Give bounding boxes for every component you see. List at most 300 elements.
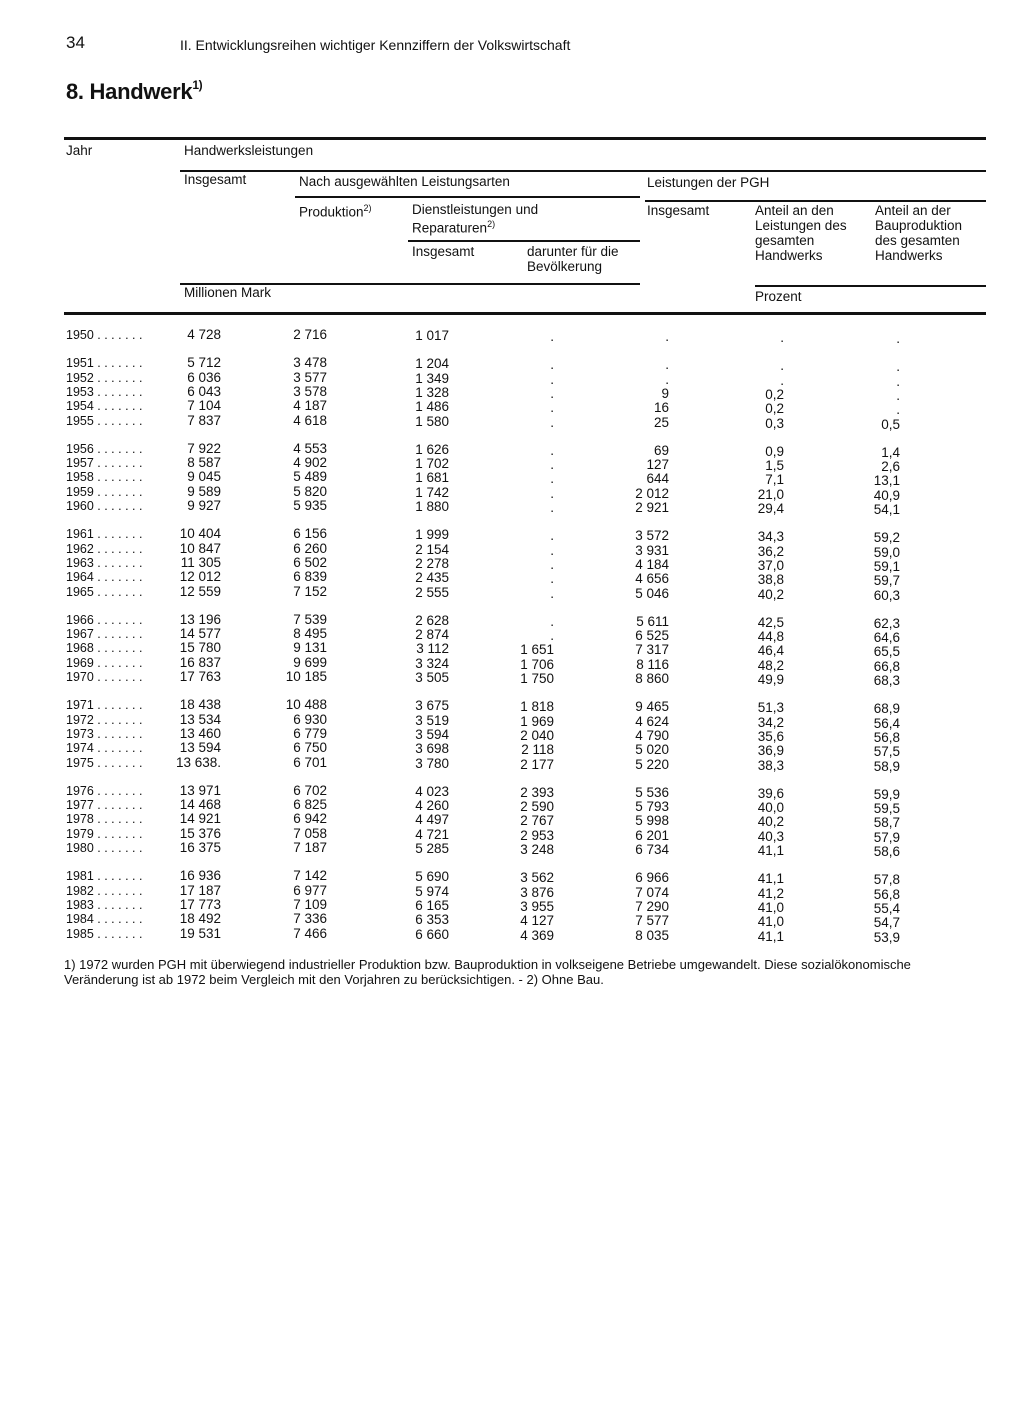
cell-anteil-bauproduktion: 59,0 xyxy=(873,544,900,560)
cell-jahr: 1963 . . . . . . . xyxy=(66,555,143,570)
cell-darunter-bevoelkerung: 2 590 xyxy=(520,799,554,815)
cell-produktion: 9 131 xyxy=(293,640,327,656)
cell-pgh-insgesamt: 5 611 xyxy=(636,613,669,629)
cell-produktion: 7 142 xyxy=(293,868,327,884)
cell-jahr: 1959 . . . . . . . xyxy=(66,484,143,499)
cell-anteil-leistungen: 41,0 xyxy=(757,914,784,930)
cell-produktion: 3 577 xyxy=(293,369,327,385)
cell-produktion: 6 502 xyxy=(293,554,327,570)
cell-insgesamt: 13 196 xyxy=(179,611,221,627)
cell-dienstleistungen: 3 324 xyxy=(415,655,449,671)
cell-anteil-leistungen: 38,8 xyxy=(757,572,784,588)
rule-under-leistungsarten xyxy=(295,196,640,198)
cell-anteil-bauproduktion: 57,9 xyxy=(873,829,900,845)
cell-anteil-leistungen: 40,2 xyxy=(757,814,784,830)
cell-insgesamt: 10 847 xyxy=(179,540,221,556)
cell-anteil-bauproduktion: 66,8 xyxy=(873,658,900,674)
cell-darunter-bevoelkerung: 3 562 xyxy=(520,870,554,886)
cell-insgesamt: 9 045 xyxy=(187,469,221,485)
cell-jahr: 1954 . . . . . . . xyxy=(66,399,143,414)
cell-anteil-leistungen: 41,2 xyxy=(757,885,784,901)
cell-jahr: 1979 . . . . . . . xyxy=(66,826,143,841)
cell-pgh-insgesamt: 6 966 xyxy=(635,870,669,886)
cell-anteil-leistungen: 41,1 xyxy=(757,843,784,858)
cell-anteil-leistungen: 1,5 xyxy=(765,458,784,474)
footnote: 1) 1972 wurden PGH mit überwiegend industrieller Produktion bzw. Bauproduktion in volkseigene Betriebe umgewandelt. Diese sozialökonomische Veränderung ist ab 1972 beim Vergleich mit den Vorjahren zu berücksichtigen. - 2) Ohne Bau. xyxy=(64,957,911,987)
cell-anteil-leistungen: 34,2 xyxy=(757,714,784,730)
cell-produktion: 4 553 xyxy=(293,440,327,456)
cell-anteil-leistungen: 51,3 xyxy=(757,700,784,716)
cell-darunter-bevoelkerung: 3 876 xyxy=(520,884,554,900)
header-darunter-line2: Bevölkerung xyxy=(527,259,603,274)
rule-under-dienstleistungen xyxy=(408,240,640,242)
cell-anteil-bauproduktion: 53,9 xyxy=(873,929,900,945)
cell-insgesamt: 14 921 xyxy=(179,811,221,827)
cell-dienstleistungen: 2 628 xyxy=(415,612,449,628)
cell-produktion: 3 578 xyxy=(293,383,327,399)
rule-unit-prozent xyxy=(755,285,986,287)
cell-anteil-bauproduktion: 54,7 xyxy=(873,915,900,931)
cell-darunter-bevoelkerung: . xyxy=(550,528,554,544)
cell-anteil-bauproduktion: . xyxy=(896,359,900,375)
cell-produktion: 6 839 xyxy=(293,569,327,585)
cell-anteil-leistungen: 7,1 xyxy=(765,472,784,488)
cell-anteil-bauproduktion: 58,9 xyxy=(873,758,900,774)
cell-darunter-bevoelkerung: . xyxy=(550,556,554,572)
cell-produktion: 6 779 xyxy=(293,725,327,741)
cell-darunter-bevoelkerung: 1 969 xyxy=(520,713,554,729)
cell-produktion: 6 750 xyxy=(293,740,327,756)
cell-anteil-bauproduktion: 2,6 xyxy=(881,459,900,475)
cell-darunter-bevoelkerung: . xyxy=(550,628,554,644)
cell-dienstleistungen: 1 486 xyxy=(415,399,449,415)
cell-produktion: 7 539 xyxy=(293,611,327,627)
cell-jahr: 1982 . . . . . . . xyxy=(66,883,143,898)
cell-darunter-bevoelkerung: 4 369 xyxy=(520,927,554,943)
cell-jahr: 1955 . . . . . . . xyxy=(66,413,143,428)
cell-darunter-bevoelkerung: 2 767 xyxy=(520,813,554,829)
cell-dienstleistungen: 6 165 xyxy=(415,897,449,913)
header-anteil-bau-line2: Bauproduktion xyxy=(875,218,963,233)
cell-pgh-insgesamt: 5 046 xyxy=(635,585,669,601)
page-number: 34 xyxy=(66,33,85,52)
cell-anteil-leistungen: 41,0 xyxy=(757,899,784,915)
cell-produktion: 4 618 xyxy=(293,412,327,428)
cell-pgh-insgesamt: . xyxy=(665,357,669,373)
header-bottom-rule xyxy=(64,312,986,315)
cell-insgesamt: 16 837 xyxy=(179,654,221,670)
cell-dienstleistungen: 1 999 xyxy=(415,527,449,543)
cell-anteil-leistungen: 46,4 xyxy=(757,643,784,659)
cell-darunter-bevoelkerung: 2 040 xyxy=(520,727,554,743)
cell-jahr: 1965 . . . . . . . xyxy=(66,584,143,599)
cell-dienstleistungen: 1 580 xyxy=(415,413,449,429)
cell-anteil-bauproduktion: 58,7 xyxy=(873,815,900,831)
cell-anteil-bauproduktion: 54,1 xyxy=(873,502,900,517)
cell-insgesamt: 4 728 xyxy=(187,327,221,342)
cell-jahr: 1978 . . . . . . . xyxy=(66,812,143,827)
cell-anteil-leistungen: 0,2 xyxy=(765,401,784,417)
cell-dienstleistungen: 1 328 xyxy=(415,384,449,400)
cell-anteil-bauproduktion: 1,4 xyxy=(881,444,900,460)
cell-pgh-insgesamt: 6 201 xyxy=(635,827,669,843)
cell-anteil-bauproduktion: . xyxy=(896,387,900,403)
cell-dienstleistungen: 4 497 xyxy=(415,812,449,828)
cell-pgh-insgesamt: 4 790 xyxy=(635,727,669,743)
cell-jahr: 1966 . . . . . . . xyxy=(66,612,143,627)
cell-insgesamt: 17 187 xyxy=(179,882,221,898)
cell-jahr: 1977 . . . . . . . xyxy=(66,798,143,813)
cell-insgesamt: 7 104 xyxy=(187,398,221,414)
cell-insgesamt: 13 534 xyxy=(179,711,221,727)
cell-jahr: 1961 . . . . . . . xyxy=(66,527,143,542)
cell-dienstleistungen: 1 880 xyxy=(415,499,449,514)
cell-anteil-bauproduktion: 59,1 xyxy=(873,558,900,574)
cell-jahr: 1984 . . . . . . . xyxy=(66,912,143,927)
cell-anteil-bauproduktion: 57,5 xyxy=(873,744,900,760)
cell-pgh-insgesamt: 4 624 xyxy=(635,713,669,729)
header-nach-leistungsarten: Nach ausgewählten Leistungsarten xyxy=(299,174,510,189)
cell-insgesamt: 14 468 xyxy=(179,797,221,813)
cell-insgesamt: 16 375 xyxy=(179,840,221,855)
cell-darunter-bevoelkerung: 3 248 xyxy=(520,842,554,857)
cell-jahr: 1970 . . . . . . . xyxy=(66,670,143,684)
cell-jahr: 1956 . . . . . . . xyxy=(66,441,143,456)
title-footnote-marker: 1) xyxy=(192,77,203,92)
cell-jahr: 1969 . . . . . . . xyxy=(66,655,143,670)
cell-insgesamt: 8 587 xyxy=(187,455,221,471)
rule-under-pgh xyxy=(645,200,986,202)
header-dienstleistungen-line2-text: Reparaturen xyxy=(412,220,488,236)
cell-pgh-insgesamt: 4 656 xyxy=(635,571,669,587)
header-anteil-leistungen-line2: Leistungen des xyxy=(755,218,847,233)
cell-pgh-insgesamt: 3 931 xyxy=(635,542,669,558)
cell-insgesamt: 6 043 xyxy=(187,383,221,399)
cell-pgh-insgesamt: 2 921 xyxy=(635,500,669,515)
cell-dienstleistungen: 2 555 xyxy=(415,584,449,600)
cell-jahr: 1962 . . . . . . . xyxy=(66,541,143,556)
cell-dienstleistungen: 1 626 xyxy=(415,441,449,457)
cell-insgesamt: 14 577 xyxy=(179,626,221,642)
cell-darunter-bevoelkerung: 2 393 xyxy=(520,784,554,800)
cell-anteil-bauproduktion: 57,8 xyxy=(873,872,900,888)
rule-under-handwerksleistungen xyxy=(180,170,986,172)
cell-anteil-bauproduktion: . xyxy=(896,402,900,418)
cell-insgesamt: 18 438 xyxy=(179,697,221,713)
cell-anteil-leistungen: 36,9 xyxy=(757,743,784,759)
cell-dienstleistungen: 2 278 xyxy=(415,555,449,571)
header-pgh-insgesamt: Insgesamt xyxy=(647,203,710,218)
cell-pgh-insgesamt: 9 xyxy=(661,385,669,401)
cell-anteil-bauproduktion: . xyxy=(896,373,900,389)
cell-anteil-leistungen: 49,9 xyxy=(757,672,784,687)
cell-pgh-insgesamt: 5 220 xyxy=(635,756,669,772)
cell-insgesamt: 11 305 xyxy=(180,554,221,570)
cell-jahr: 1983 . . . . . . . xyxy=(66,897,143,912)
cell-jahr: 1968 . . . . . . . xyxy=(66,641,143,656)
header-darunter-line1: darunter für die xyxy=(527,244,619,259)
table-title-text: 8. Handwerk xyxy=(66,79,193,104)
cell-darunter-bevoelkerung: . xyxy=(550,485,554,501)
cell-produktion: 7 187 xyxy=(293,840,327,855)
header-insgesamt: Insgesamt xyxy=(184,172,247,187)
cell-insgesamt: 16 936 xyxy=(179,868,221,884)
cell-jahr: 1981 . . . . . . . xyxy=(66,869,143,884)
cell-produktion: 7 466 xyxy=(293,925,327,941)
cell-pgh-insgesamt: 8 116 xyxy=(636,656,669,672)
cell-darunter-bevoelkerung: 3 955 xyxy=(520,898,554,914)
cell-anteil-leistungen: 37,0 xyxy=(757,557,784,573)
cell-dienstleistungen: 6 353 xyxy=(415,912,449,928)
unit-prozent: Prozent xyxy=(755,289,802,304)
cell-anteil-leistungen: 0,2 xyxy=(765,386,784,402)
header-anteil-leistungen xyxy=(755,203,847,263)
cell-jahr: 1967 . . . . . . . xyxy=(66,627,143,642)
cell-anteil-leistungen: 40,2 xyxy=(757,586,784,602)
cell-jahr: 1975 . . . . . . . xyxy=(66,755,143,770)
cell-pgh-insgesamt: 7 290 xyxy=(635,898,669,914)
cell-insgesamt: 18 492 xyxy=(179,911,221,927)
cell-pgh-insgesamt: 3 572 xyxy=(635,528,669,544)
cell-anteil-bauproduktion: 0,5 xyxy=(881,416,900,432)
cell-produktion: 6 977 xyxy=(293,882,327,898)
cell-darunter-bevoelkerung: . xyxy=(550,613,554,629)
cell-dienstleistungen: 3 505 xyxy=(415,670,449,685)
running-head: II. Entwicklungsreihen wichtiger Kennziffern der Volkswirtschaft xyxy=(180,37,571,53)
cell-anteil-bauproduktion: 56,4 xyxy=(873,715,900,731)
cell-insgesamt: 13 594 xyxy=(179,740,221,756)
cell-darunter-bevoelkerung: . xyxy=(550,500,554,515)
cell-anteil-leistungen: 38,3 xyxy=(757,757,784,773)
cell-pgh-insgesamt: 127 xyxy=(646,457,669,473)
header-dl-insgesamt: Insgesamt xyxy=(412,244,475,259)
cell-insgesamt: 12 012 xyxy=(179,569,221,585)
dienstleistungen-footnote-marker: 2) xyxy=(487,219,496,229)
cell-dienstleistungen: 2 435 xyxy=(415,570,449,586)
cell-darunter-bevoelkerung: 1 750 xyxy=(520,671,554,686)
cell-dienstleistungen: 4 260 xyxy=(415,798,449,814)
cell-anteil-leistungen: 36,2 xyxy=(757,543,784,559)
cell-dienstleistungen: 1 349 xyxy=(415,370,449,386)
cell-jahr: 1960 . . . . . . . xyxy=(66,499,143,513)
cell-jahr: 1976 . . . . . . . xyxy=(66,783,143,798)
cell-jahr: 1951 . . . . . . . xyxy=(66,356,143,371)
cell-anteil-leistungen: 29,4 xyxy=(757,501,784,516)
header-produktion xyxy=(299,201,372,220)
cell-darunter-bevoelkerung: . xyxy=(550,385,554,401)
cell-dienstleistungen: 4 721 xyxy=(415,826,449,842)
cell-anteil-bauproduktion: 40,9 xyxy=(873,487,900,503)
cell-darunter-bevoelkerung: . xyxy=(550,371,554,387)
cell-anteil-leistungen: 42,5 xyxy=(757,614,784,630)
cell-jahr: 1973 . . . . . . . xyxy=(66,726,143,741)
cell-darunter-bevoelkerung: . xyxy=(550,400,554,416)
cell-darunter-bevoelkerung: . xyxy=(550,542,554,558)
cell-pgh-insgesamt: 5 793 xyxy=(635,799,669,815)
cell-pgh-insgesamt: . xyxy=(665,329,669,344)
cell-dienstleistungen: 3 698 xyxy=(415,741,449,757)
cell-anteil-bauproduktion: 55,4 xyxy=(873,900,900,916)
cell-insgesamt: 13 971 xyxy=(179,782,221,798)
cell-pgh-insgesamt: 5 020 xyxy=(635,742,669,758)
cell-darunter-bevoelkerung: 2 118 xyxy=(521,742,554,758)
header-anteil-bau-line3: des gesamten xyxy=(875,233,960,248)
cell-dienstleistungen: 5 285 xyxy=(415,841,449,856)
cell-insgesamt: 15 376 xyxy=(179,825,221,841)
cell-darunter-bevoelkerung: . xyxy=(550,585,554,601)
cell-produktion: 8 495 xyxy=(293,626,327,642)
cell-insgesamt: 6 036 xyxy=(187,369,221,385)
cell-jahr: 1972 . . . . . . . xyxy=(66,712,143,727)
cell-produktion: 5 935 xyxy=(293,498,327,513)
cell-darunter-bevoelkerung: . xyxy=(550,357,554,373)
header-anteil-bau xyxy=(875,203,962,263)
cell-pgh-insgesamt: 8 035 xyxy=(635,927,669,943)
cell-insgesamt: 5 712 xyxy=(187,355,221,371)
cell-pgh-insgesamt: 5 998 xyxy=(635,813,669,829)
header-handwerksleistungen: Handwerksleistungen xyxy=(184,143,314,158)
cell-dienstleistungen: 1 702 xyxy=(415,456,449,472)
cell-insgesamt: 12 559 xyxy=(179,583,221,599)
cell-darunter-bevoelkerung: . xyxy=(550,471,554,487)
cell-anteil-bauproduktion: 65,5 xyxy=(873,644,900,660)
cell-insgesamt: 17 763 xyxy=(179,669,221,684)
cell-anteil-leistungen: 39,6 xyxy=(757,785,784,801)
cell-produktion: 6 942 xyxy=(293,811,327,827)
cell-insgesamt: 15 780 xyxy=(179,640,221,656)
cell-jahr: 1957 . . . . . . . xyxy=(66,456,143,471)
cell-pgh-insgesamt: 5 536 xyxy=(635,784,669,800)
cell-dienstleistungen: 3 519 xyxy=(415,712,449,728)
cell-anteil-leistungen: 35,6 xyxy=(757,728,784,744)
cell-darunter-bevoelkerung: 2 177 xyxy=(520,756,554,772)
cell-produktion: 10 488 xyxy=(285,697,327,713)
cell-anteil-bauproduktion: 56,8 xyxy=(873,729,900,745)
cell-insgesamt: 9 589 xyxy=(187,483,221,499)
cell-anteil-leistungen: 21,0 xyxy=(757,486,784,502)
cell-produktion: 6 825 xyxy=(293,797,327,813)
cell-produktion: 4 902 xyxy=(293,455,327,471)
cell-insgesamt: 9 927 xyxy=(187,498,221,513)
cell-pgh-insgesamt: 7 074 xyxy=(635,884,669,900)
cell-pgh-insgesamt: 644 xyxy=(646,471,669,487)
cell-jahr: 1980 . . . . . . . xyxy=(66,841,143,855)
cell-jahr: 1958 . . . . . . . xyxy=(66,470,143,485)
cell-produktion: 4 187 xyxy=(293,398,327,414)
header-anteil-leistungen-line4: Handwerks xyxy=(755,248,823,263)
cell-anteil-bauproduktion: 60,3 xyxy=(873,587,900,603)
cell-anteil-leistungen: 0,3 xyxy=(765,415,784,431)
cell-jahr: 1950 . . . . . . . xyxy=(66,328,143,342)
cell-anteil-leistungen: 34,3 xyxy=(757,529,784,545)
cell-dienstleistungen: 2 154 xyxy=(415,541,449,557)
cell-anteil-leistungen: 48,2 xyxy=(757,657,784,673)
cell-pgh-insgesamt: 7 577 xyxy=(635,913,669,929)
cell-pgh-insgesamt: 6 734 xyxy=(635,842,669,857)
cell-dienstleistungen: 3 675 xyxy=(415,698,449,714)
cell-anteil-bauproduktion: 58,6 xyxy=(873,844,900,859)
cell-darunter-bevoelkerung: . xyxy=(550,329,554,344)
cell-darunter-bevoelkerung: . xyxy=(550,457,554,473)
cell-produktion: 6 930 xyxy=(293,711,327,727)
cell-insgesamt: 7 922 xyxy=(187,440,221,456)
cell-anteil-leistungen: 41,1 xyxy=(757,871,784,887)
cell-anteil-bauproduktion: 68,9 xyxy=(873,701,900,717)
header-anteil-bau-line4: Handwerks xyxy=(875,248,943,263)
cell-anteil-leistungen: . xyxy=(780,372,784,388)
cell-pgh-insgesamt: 25 xyxy=(653,414,669,430)
cell-darunter-bevoelkerung: . xyxy=(550,571,554,587)
cell-anteil-bauproduktion: . xyxy=(896,331,900,346)
cell-jahr: 1985 . . . . . . . xyxy=(66,926,143,941)
cell-anteil-bauproduktion: 13,1 xyxy=(873,473,900,489)
cell-produktion: 9 699 xyxy=(293,654,327,670)
cell-pgh-insgesamt: 16 xyxy=(653,400,669,416)
cell-anteil-bauproduktion: 59,7 xyxy=(873,573,900,589)
cell-pgh-insgesamt: 69 xyxy=(653,442,669,458)
cell-insgesamt: 7 837 xyxy=(187,412,221,428)
cell-darunter-bevoelkerung: 1 706 xyxy=(520,656,554,672)
cell-anteil-leistungen: . xyxy=(780,358,784,374)
cell-darunter-bevoelkerung: . xyxy=(550,442,554,458)
header-anteil-leistungen-line1: Anteil an den xyxy=(755,203,834,218)
cell-produktion: 6 260 xyxy=(293,540,327,556)
cell-anteil-bauproduktion: 59,5 xyxy=(873,801,900,817)
cell-insgesamt: 19 531 xyxy=(179,925,221,941)
cell-darunter-bevoelkerung: 2 953 xyxy=(520,827,554,843)
cell-produktion: 6 156 xyxy=(293,526,327,542)
cell-dienstleistungen: 1 681 xyxy=(415,470,449,486)
cell-insgesamt: 10 404 xyxy=(179,526,221,542)
produktion-footnote-marker: 2) xyxy=(363,203,372,213)
cell-produktion: 2 716 xyxy=(293,327,327,342)
header-produktion-text: Produktion xyxy=(299,204,364,220)
cell-insgesamt: 13 638. xyxy=(175,754,221,770)
cell-pgh-insgesamt: . xyxy=(665,371,669,387)
cell-produktion: 6 702 xyxy=(293,782,327,798)
header-anteil-bau-line1: Anteil an der xyxy=(875,203,951,218)
cell-produktion: 7 152 xyxy=(293,583,327,599)
cell-dienstleistungen: 6 660 xyxy=(415,926,449,942)
header-darunter xyxy=(527,244,619,274)
cell-darunter-bevoelkerung: 1 651 xyxy=(520,642,554,658)
cell-anteil-leistungen: 40,0 xyxy=(757,800,784,816)
cell-anteil-leistungen: 44,8 xyxy=(757,629,784,645)
cell-darunter-bevoelkerung: 4 127 xyxy=(520,913,554,929)
header-anteil-leistungen-line3: gesamten xyxy=(755,233,815,248)
header-dienstleistungen xyxy=(412,202,538,236)
cell-darunter-bevoelkerung: 1 818 xyxy=(520,699,554,715)
cell-insgesamt: 13 460 xyxy=(179,725,221,741)
cell-anteil-leistungen: 40,3 xyxy=(757,828,784,844)
cell-produktion: 10 185 xyxy=(285,669,327,684)
cell-anteil-bauproduktion: 62,3 xyxy=(873,615,900,631)
cell-jahr: 1953 . . . . . . . xyxy=(66,384,143,399)
cell-dienstleistungen: 3 594 xyxy=(415,726,449,742)
cell-pgh-insgesamt: 4 184 xyxy=(635,556,669,572)
cell-anteil-leistungen: 41,1 xyxy=(757,928,784,944)
cell-dienstleistungen: 1 742 xyxy=(415,484,449,500)
cell-anteil-leistungen: . xyxy=(780,330,784,345)
cell-jahr: 1971 . . . . . . . xyxy=(66,698,143,713)
cell-dienstleistungen: 5 974 xyxy=(415,883,449,899)
header-jahr: Jahr xyxy=(66,143,93,158)
cell-pgh-insgesamt: 7 317 xyxy=(635,642,669,658)
cell-produktion: 7 058 xyxy=(293,825,327,841)
cell-produktion: 6 701 xyxy=(293,754,327,770)
unit-millionen-mark: Millionen Mark xyxy=(184,285,272,300)
cell-produktion: 5 820 xyxy=(293,483,327,499)
